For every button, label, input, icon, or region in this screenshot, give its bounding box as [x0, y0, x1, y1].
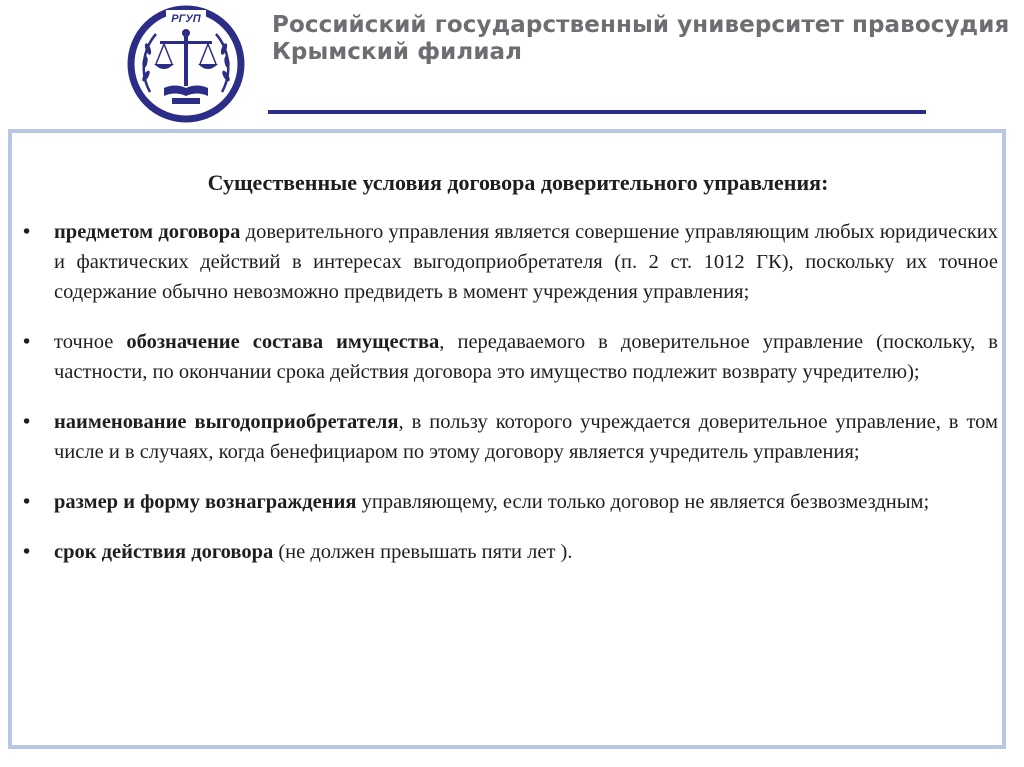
bullet-icon: • — [23, 331, 31, 353]
item-term: размер и форму вознаграждения — [54, 491, 357, 513]
university-name: Российский государственный университет правосудия — [272, 12, 1010, 38]
logo-text: РГУП — [171, 13, 201, 25]
item-text: (не должен превышать пяти лет ). — [273, 541, 573, 563]
list-item — [23, 217, 999, 307]
slide-heading: Существенные условия договора доверительного управления: — [207, 170, 829, 195]
item-text: управляющему, если только договор не является безвозмездным; — [356, 491, 930, 513]
conditions-list — [23, 217, 999, 567]
content-area — [23, 168, 999, 587]
list-item — [23, 537, 998, 567]
list-item — [23, 407, 998, 467]
item-prefix: точное — [54, 331, 127, 353]
item-text: , передаваемого в доверительное управление (поскольку, в частности, по окончании срока действия договора это имущество подлежит возврату учредителю); — [54, 331, 998, 383]
university-logo — [126, 4, 246, 124]
item-text: , в пользу которого учреждается доверительное управление, в том числе и в случаях, когда бенефициаром по этому договору является учредитель управления; — [54, 411, 998, 463]
list-item — [23, 487, 998, 517]
branch-name: Крымский филиал — [272, 39, 523, 65]
item-term: предметом договора — [54, 221, 241, 243]
bullet-icon: • — [23, 541, 31, 563]
list-item — [23, 327, 998, 387]
item-term: наименование выгодоприобретателя — [54, 411, 399, 433]
bullet-icon: • — [23, 491, 31, 513]
item-term: обозначение состава имущества — [126, 331, 440, 353]
university-title — [272, 12, 1012, 66]
bullet-icon: • — [23, 411, 31, 433]
bullet-icon: • — [23, 221, 31, 243]
header-divider — [268, 110, 926, 114]
item-text: доверительного управления является совершение управляющим любых юридических и фактических действий в интересах выгодоприобретателя (п. 2 ст. 1012 ГК), поскольку их точное содержание обычно невозможно предвидеть в момент учреждения управления; — [54, 221, 999, 303]
item-term: срок действия договора — [54, 541, 274, 563]
